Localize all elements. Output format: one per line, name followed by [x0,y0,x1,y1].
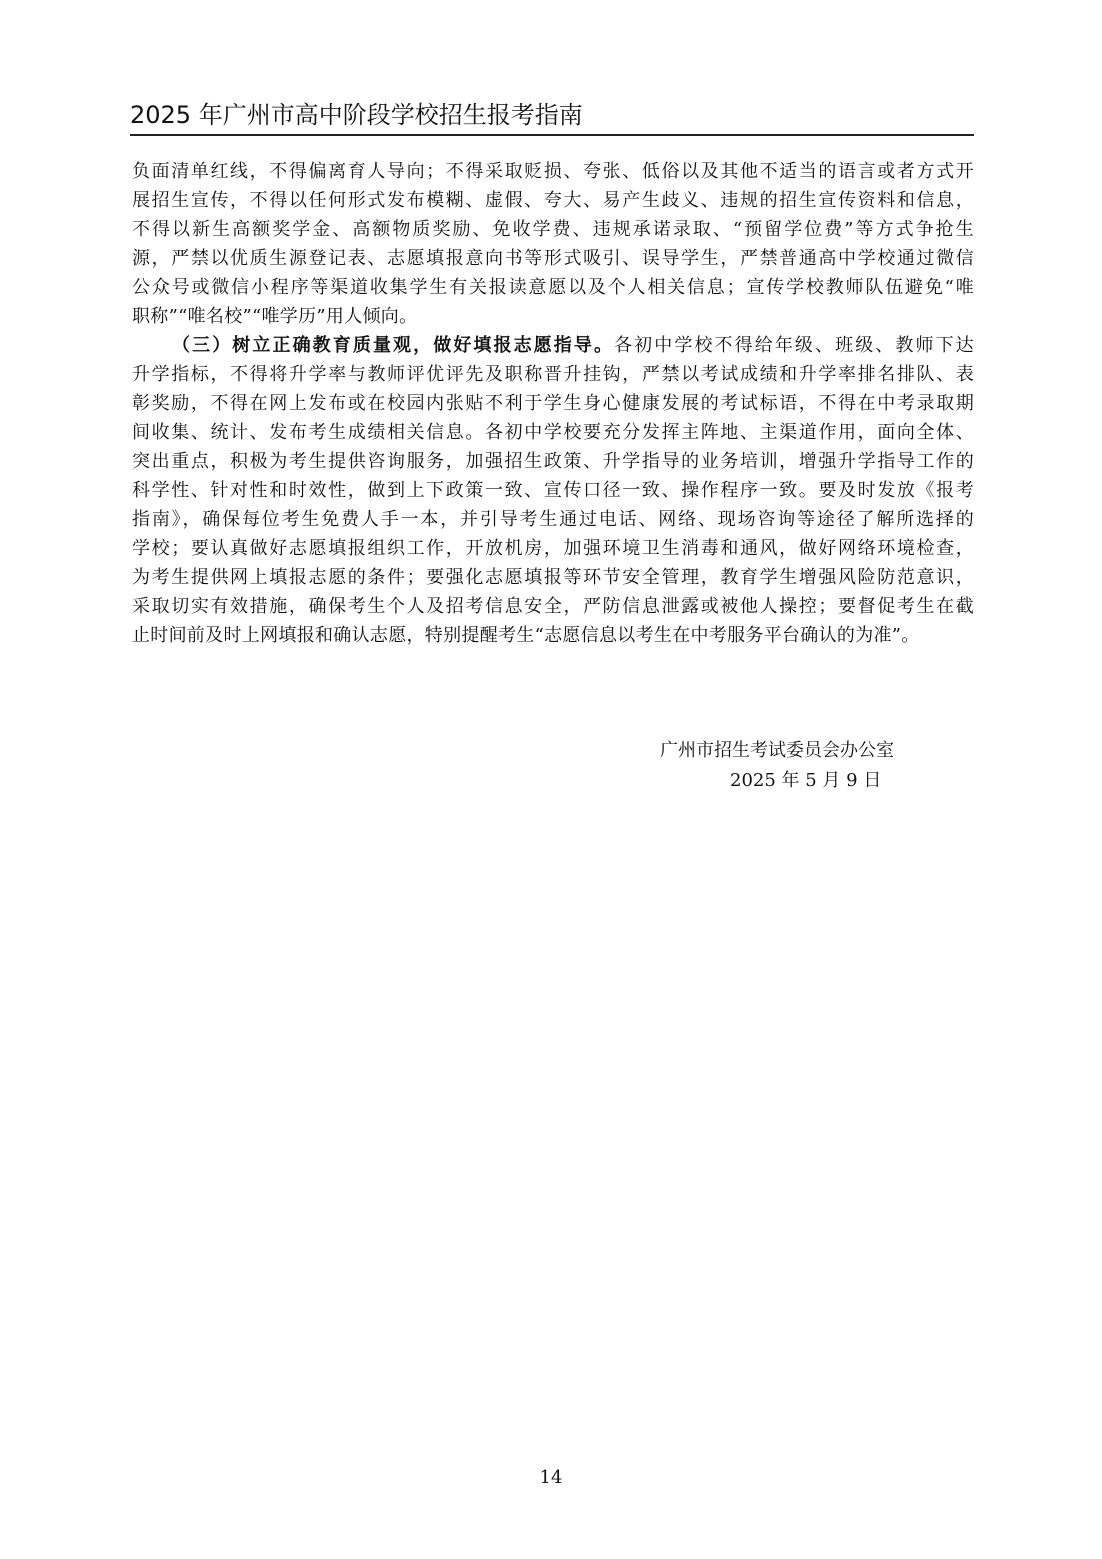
paragraph-line: 升学指标，不得将升学率与教师评优评先及职称晋升挂钩，严禁以考试成绩和升学率排名排队、表 [132,364,974,385]
paragraph-line: 不得以新生高额奖学金、高额物质奖励、免收学费、违规承诺录取、“预留学位费”等方式争抢生 [132,219,974,240]
paragraph-line: 展招生宣传，不得以任何形式发布模糊、虚假、夸大、易产生歧义、违规的招生宣传资料和信息， [132,190,974,211]
paragraph-first-line [132,331,974,360]
paragraph-line: 彰奖励，不得在网上发布或在校园内张贴不利于学生身心健康发展的考试标语，不得在中考录取期 [132,393,974,414]
paragraph-line: 源，严禁以优质生源登记表、志愿填报意向书等形式吸引、误导学生，严禁普通高中学校通过微信 [132,248,974,269]
page-number: 14 [539,1467,563,1488]
paragraph-line: 职称”“唯名校”“唯学历”用人倾向。 [132,306,418,327]
paragraph-line: 突出重点，积极为考生提供咨询服务，加强招生政策、升学指导的业务培训，增强升学指导工作的 [132,451,974,472]
paragraph-line: 公众号或微信小程序等渠道收集学生有关报读意愿以及个人相关信息；宣传学校教师队伍避免“唯 [132,277,974,298]
body-text [132,157,974,650]
page-header-title: 2025 年广州市高中阶段学校招生报考指南 [130,101,583,129]
section-heading: （三）树立正确教育质量观，做好填报志愿指导。 [172,335,615,356]
paragraph-line-text: 各初中学校不得给年级、班级、教师下达 [614,335,974,356]
paragraph-line: 采取切实有效措施，确保考生个人及招考信息安全，严防信息泄露或被他人操控；要督促考生在截 [132,596,974,617]
signature-organization: 广州市招生考试委员会办公室 [660,740,894,761]
paragraph-line: 科学性、针对性和时效性，做到上下政策一致、宣传口径一致、操作程序一致。要及时发放《报考 [132,480,974,501]
paragraph-line: 指南》，确保每位考生免费人手一本，并引导考生通过电话、网络、现场咨询等途径了解所选择的 [132,509,974,530]
signature-date: 2025 年 5 月 9 日 [730,770,882,791]
paragraph-2 [132,331,974,650]
paragraph-line: 为考生提供网上填报志愿的条件；要强化志愿填报等环节安全管理，教育学生增强风险防范意识， [132,567,974,588]
paragraph-line: 间收集、统计、发布考生成绩相关信息。各初中学校要充分发挥主阵地、主渠道作用，面向全体、 [132,422,974,443]
paragraph-line: 负面清单红线，不得偏离育人导向；不得采取贬损、夸张、低俗以及其他不适当的语言或者方式开 [132,161,974,182]
paragraph-line: 学校；要认真做好志愿填报组织工作，开放机房，加强环境卫生消毒和通风，做好网络环境检查， [132,538,974,559]
paragraph-line: 止时间前及时上网填报和确认志愿，特别提醒考生“志愿信息以考生在中考服务平台确认的为准”。 [132,625,920,646]
page-header [130,98,974,136]
paragraph-1 [132,157,974,331]
